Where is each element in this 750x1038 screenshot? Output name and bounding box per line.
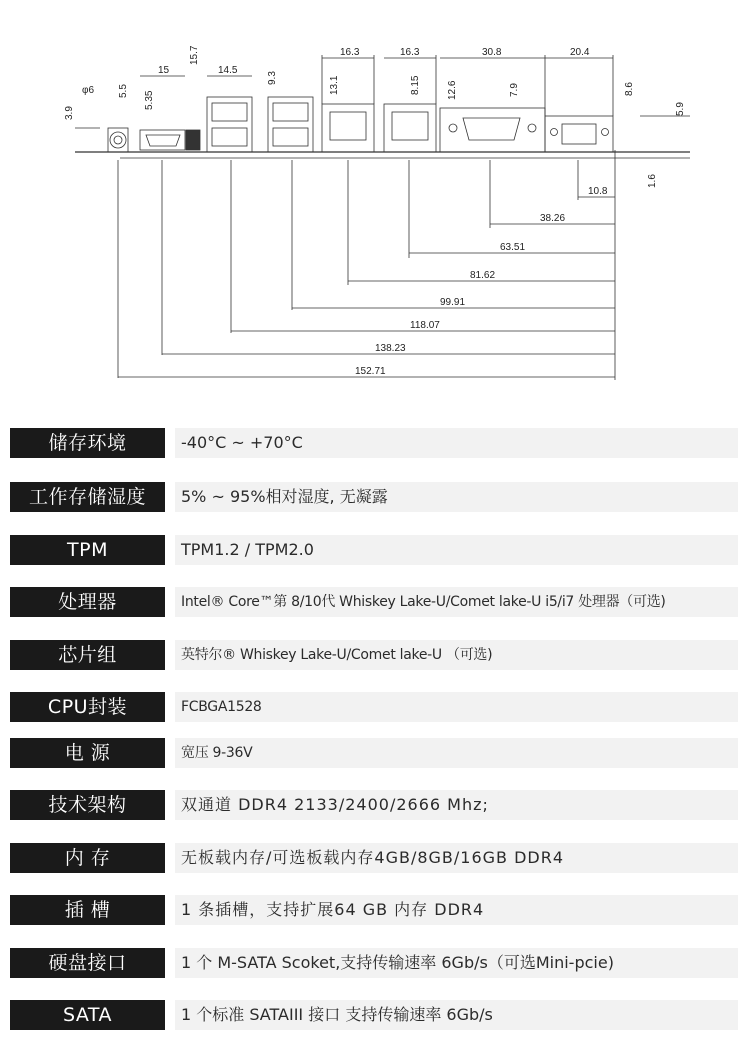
- spec-value: 宽压 9-36V: [175, 738, 738, 768]
- dim-label: 14.5: [218, 65, 238, 76]
- dim-label: 9.3: [267, 71, 278, 85]
- spec-label: 电 源: [10, 738, 165, 768]
- spec-row-tpm: [10, 535, 738, 565]
- spec-row-sata: [10, 1000, 738, 1030]
- spec-value: 5% ~ 95%相对湿度, 无凝露: [175, 482, 738, 512]
- dim-label: 30.8: [482, 47, 502, 58]
- spec-row-cpu-package: [10, 692, 738, 722]
- spec-label: 技术架构: [10, 790, 165, 820]
- spec-value: Intel® Core™第 8/10代 Whiskey Lake-U/Comet lake-U i5/i7 处理器（可选): [175, 587, 738, 617]
- dim-label: 38.26: [540, 213, 566, 224]
- spec-row-slot: [10, 895, 738, 925]
- dim-label: 118.07: [410, 320, 440, 331]
- spec-row-memory: [10, 843, 738, 873]
- spec-label: 储存环境: [10, 428, 165, 458]
- dim-label: 16.3: [340, 47, 360, 58]
- dim-label: 12.6: [447, 80, 458, 100]
- spec-row-chipset: [10, 640, 738, 670]
- spec-value: -40°C ~ +70°C: [175, 428, 738, 458]
- dim-label: 138.23: [375, 343, 406, 354]
- spec-label: 内 存: [10, 843, 165, 873]
- dim-label: 3.9: [64, 106, 75, 120]
- dim-label: 63.51: [500, 242, 526, 253]
- dim-label: 16.3: [400, 47, 420, 58]
- spec-value: 英特尔® Whiskey Lake-U/Comet lake-U （可选): [175, 640, 738, 670]
- spec-label: SATA: [10, 1000, 165, 1030]
- dim-label: 5.9: [675, 102, 686, 116]
- dim-label: 99.91: [440, 297, 466, 308]
- spec-value: 1 个标准 SATAIII 接口 支持传输速率 6Gb/s: [175, 1000, 738, 1030]
- spec-label: 处理器: [10, 587, 165, 617]
- dim-label: 7.9: [509, 83, 520, 97]
- spec-label: TPM: [10, 535, 165, 565]
- spec-row-processor: [10, 587, 738, 617]
- dim-label: 5.35: [144, 90, 155, 110]
- spec-label: CPU封装: [10, 692, 165, 722]
- spec-row-humidity: [10, 482, 738, 512]
- spec-value: 1 个 M-SATA Scoket,支持传输速率 6Gb/s（可选Mini-pcie): [175, 948, 738, 978]
- dim-label: 20.4: [570, 47, 590, 58]
- spec-row-disk-interface: [10, 948, 738, 978]
- spec-value: 双通道 DDR4 2133/2400/2666 Mhz;: [175, 790, 738, 820]
- spec-value: 无板载内存/可选板载内存4GB/8GB/16GB DDR4: [175, 843, 738, 873]
- spec-value: FCBGA1528: [175, 692, 738, 722]
- dim-label: 10.8: [588, 186, 608, 197]
- dim-label: 15.7: [189, 45, 200, 65]
- dim-label: 1.6: [647, 174, 658, 188]
- spec-row-architecture: [10, 790, 738, 820]
- spec-label: 硬盘接口: [10, 948, 165, 978]
- dimension-drawing: [0, 0, 750, 400]
- dim-label: 8.15: [410, 75, 421, 95]
- dim-label: 152.71: [355, 366, 386, 377]
- dim-label: 8.6: [624, 82, 635, 96]
- spec-row-power: [10, 738, 738, 768]
- dim-label: φ6: [82, 85, 95, 96]
- spec-label: 工作存储湿度: [10, 482, 165, 512]
- spec-row-storage-temp: [10, 428, 738, 458]
- spec-value: 1 条插槽，支持扩展64 GB 内存 DDR4: [175, 895, 738, 925]
- spec-label: 插 槽: [10, 895, 165, 925]
- dim-label: 15: [158, 65, 170, 76]
- spec-value: TPM1.2 / TPM2.0: [175, 535, 738, 565]
- spec-label: 芯片组: [10, 640, 165, 670]
- dim-label: 13.1: [329, 75, 340, 95]
- dim-label: 5.5: [118, 84, 129, 98]
- dim-label: 81.62: [470, 270, 496, 281]
